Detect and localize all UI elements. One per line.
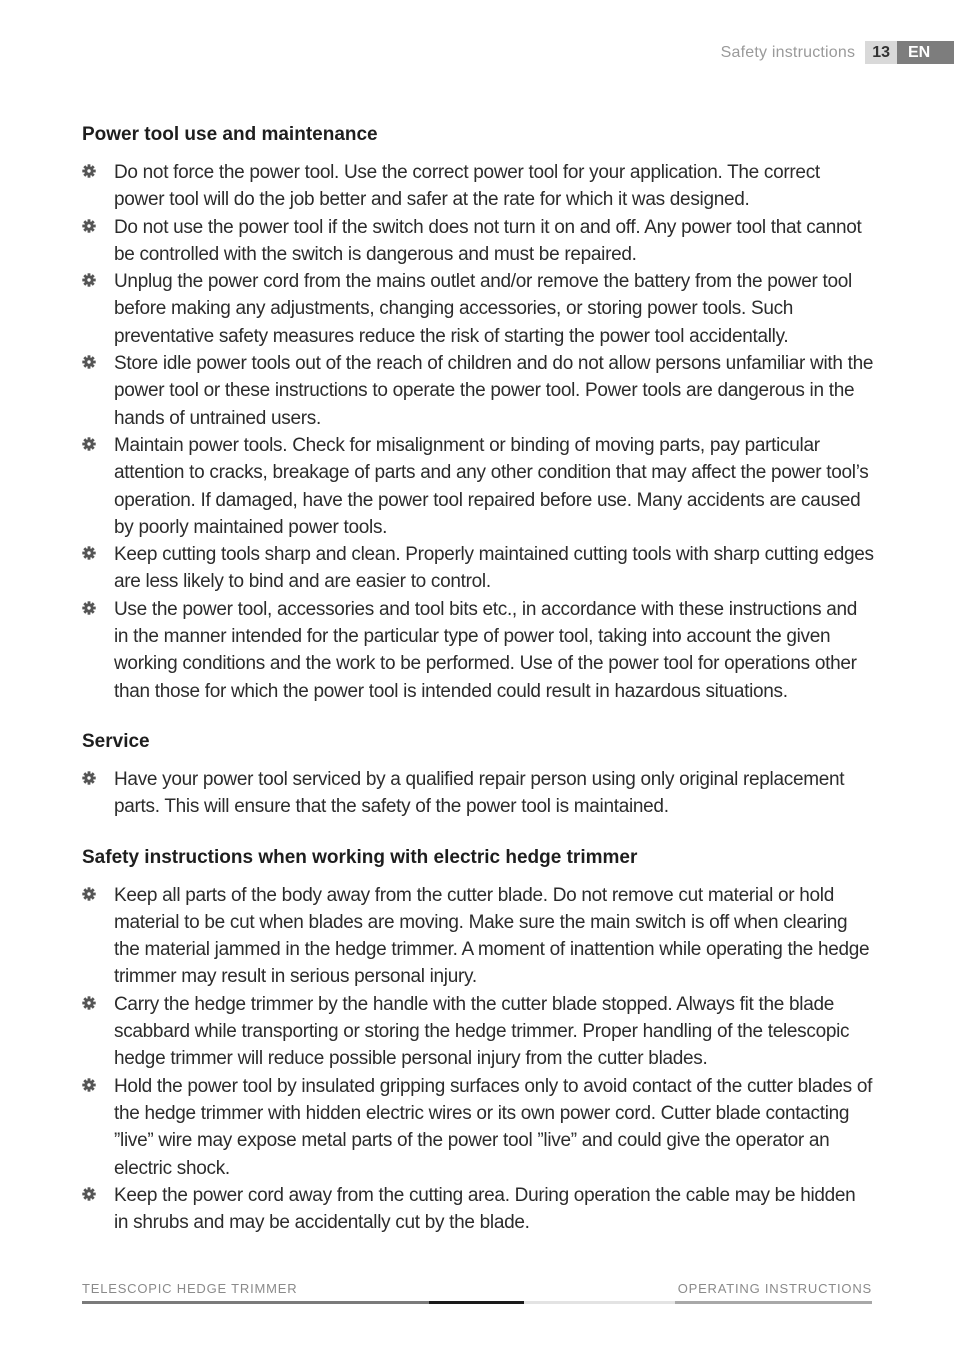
list-item-text: Do not force the power tool. Use the correct power tool for your application. The correct power tool will do the job better and safer at the rate for which it was designed. (114, 162, 820, 211)
list-item (82, 268, 874, 350)
list-item-text: Have your power tool serviced by a qualified repair person using only original replacement parts. This will ensure that the safety of the power tool is maintained. (114, 768, 845, 818)
gear-bullet-icon (82, 219, 96, 233)
gear-bullet-icon (82, 601, 96, 615)
list-item (82, 882, 874, 991)
list-item (82, 991, 874, 1073)
gear-bullet-icon (82, 164, 96, 178)
list-item (82, 432, 874, 541)
footer-doc-type: OPERATING INSTRUCTIONS (677, 1281, 872, 1296)
section-heading: Service (82, 730, 150, 752)
section-heading: Safety instructions when working with electric hedge trimmer (82, 846, 638, 868)
footer-rule-segment (675, 1301, 872, 1304)
list-item-text: Keep the power cord away from the cutting area. During operation the cable may be hidden in shrubs and may be accidentally cut by the blade. (114, 1184, 856, 1234)
gear-bullet-icon (82, 1187, 96, 1201)
gear-bullet-icon (82, 355, 96, 369)
list-item-text: Maintain power tools. Check for misalignment or binding of moving parts, pay particular attention to cracks, breakage of parts and any other condition that may affect the power tool’s operation. If damaged, have the power tool repaired before use. Many accidents are caused by poorly maintained power tools. (114, 434, 869, 538)
gear-bullet-icon (82, 996, 96, 1010)
footer-rule (82, 1301, 872, 1304)
list-item (82, 596, 874, 705)
header-title: Safety instructions (720, 43, 856, 61)
list-item (82, 1182, 874, 1237)
list-item (82, 1073, 874, 1182)
gear-bullet-icon (82, 273, 96, 287)
list-item (82, 541, 874, 596)
list-item-text: Carry the hedge trimmer by the handle with the cutter blade stopped. Always fit the blade scabbard while transporting or storing the hedge trimmer. Proper handling of the telescopic hedge trimmer will reduce possible personal injury from the cutter blades. (114, 993, 850, 1070)
footer-rule-segment (429, 1301, 524, 1304)
bullet-list (82, 766, 874, 821)
list-item (82, 214, 874, 269)
list-item-text: Keep all parts of the body away from the cutter blade. Do not remove cut material or hold material to be cut when blades are moving. Make sure the main switch is off when clearing the material jammed in the hedge trimmer. A moment of inattention while operating the hedge trimmer may result in serious personal injury. (114, 884, 870, 988)
footer-product-name: TELESCOPIC HEDGE TRIMMER (82, 1281, 298, 1296)
gear-bullet-icon (82, 887, 96, 901)
bullet-list (82, 159, 874, 705)
footer-rule-segment (524, 1301, 675, 1304)
list-item (82, 766, 874, 821)
gear-bullet-icon (82, 437, 96, 451)
language-tab: EN (897, 41, 954, 64)
list-item-text: Store idle power tools out of the reach of children and do not allow persons unfamiliar with the power tool or these instructions to operate the power tool. Power tools are dangerous in the hands of untrained users. (114, 353, 874, 429)
list-item-text: Do not use the power tool if the switch does not turn it on and off. Any power tool that cannot be controlled with the switch is dangerous and must be repaired. (114, 216, 862, 265)
list-item-text: Use the power tool, accessories and tool bits etc., in accordance with these instructions and in the manner intended for the particular type of power tool, taking into account the given working conditions and the work to be performed. Use of the power tool for operations other than those for which the power tool is intended could result in hazardous situations. (114, 598, 858, 702)
section-heading: Power tool use and maintenance (82, 124, 378, 145)
list-item (82, 159, 874, 214)
list-item (82, 350, 874, 432)
bullet-list (82, 882, 874, 1237)
main-content (82, 124, 874, 1236)
list-item-text: Keep cutting tools sharp and clean. Properly maintained cutting tools with sharp cutting edges are less likely to bind and are easier to control. (114, 544, 874, 593)
list-item-text: Hold the power tool by insulated gripping surfaces only to avoid contact of the cutter blades of the hedge trimmer with hidden electric wires or its own power cord. Cutter blade contacting ”live” wire may expose metal parts of the power tool ”live” and could give the operator an electric shock. (114, 1075, 873, 1179)
page-header (721, 41, 954, 64)
list-item-text: Unplug the power cord from the mains outlet and/or remove the battery from the power tool before making any adjustments, changing accessories, or storing power tools. Such preventative safety measures reduce the risk of starting the power tool accidentally. (114, 271, 852, 347)
footer-rule-segment (82, 1301, 429, 1304)
gear-bullet-icon (82, 1078, 96, 1092)
gear-bullet-icon (82, 771, 96, 785)
gear-bullet-icon (82, 546, 96, 560)
page-number: 13 (865, 41, 897, 64)
